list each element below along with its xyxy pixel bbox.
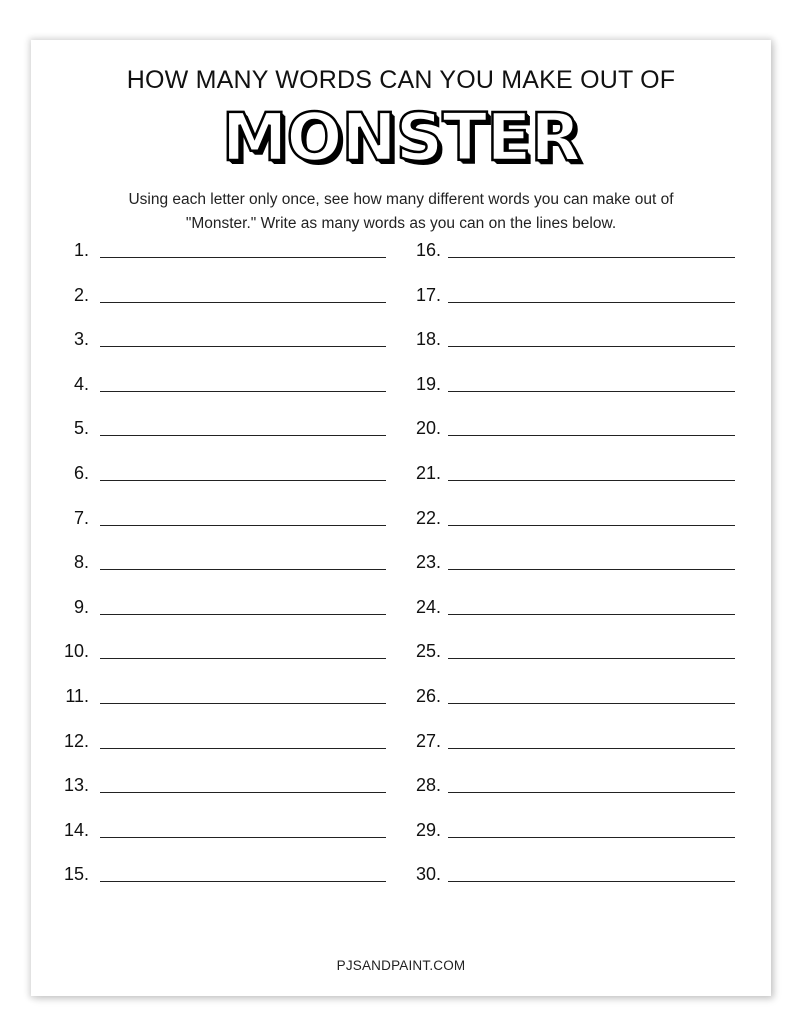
answer-lines-grid	[31, 40, 771, 996]
answer-number: 29.	[415, 819, 441, 840]
answer-number: 24.	[415, 596, 441, 617]
answer-row	[31, 273, 771, 303]
answer-number: 27.	[415, 730, 441, 751]
answer-line[interactable]	[448, 435, 735, 436]
answer-row	[31, 585, 771, 615]
answer-row	[31, 674, 771, 704]
worksheet-page	[31, 40, 771, 996]
answer-number: 5.	[73, 418, 89, 439]
answer-line[interactable]	[448, 257, 735, 258]
answer-line[interactable]	[448, 346, 735, 347]
answer-number: 21.	[415, 463, 441, 483]
answer-number: 3.	[73, 329, 89, 350]
answer-number: 26.	[415, 686, 441, 706]
answer-line[interactable]	[448, 614, 735, 615]
answer-line[interactable]	[448, 569, 735, 570]
answer-row	[31, 496, 771, 526]
answer-number: 28.	[415, 775, 441, 796]
answer-line[interactable]	[448, 748, 735, 749]
answer-number: 22.	[415, 507, 441, 528]
answer-number: 7.	[73, 507, 89, 528]
instructions-line-1: Using each letter only once, see how many different words you can make out of	[128, 191, 674, 208]
answer-number: 18.	[415, 329, 441, 350]
answer-row	[31, 763, 771, 796]
answer-row	[31, 852, 771, 885]
answer-row	[31, 406, 771, 439]
answer-row	[31, 540, 771, 573]
worksheet-heading: HOW MANY WORDS CAN YOU MAKE OUT OF	[126, 66, 676, 94]
answer-number: 11.	[65, 686, 89, 706]
answer-row	[31, 808, 771, 838]
answer-number: 25.	[415, 641, 441, 662]
answer-row	[31, 317, 771, 350]
answer-number: 4.	[73, 373, 89, 394]
answer-line[interactable]	[448, 881, 735, 882]
instructions-line-2: "Monster." Write as many words as you can on the lines below.	[185, 215, 617, 232]
answer-line[interactable]	[448, 792, 735, 793]
answer-number: 16.	[415, 240, 441, 260]
answer-number: 12.	[63, 730, 89, 751]
answer-row	[31, 629, 771, 662]
footer-website: PJSANDPAINT.COM	[336, 958, 466, 973]
answer-number: 15.	[63, 864, 89, 885]
answer-number: 17.	[415, 284, 441, 305]
answer-line[interactable]	[448, 302, 735, 303]
answer-line[interactable]	[448, 837, 735, 838]
target-word-title: MONSTER	[221, 99, 581, 176]
answer-number: 1.	[73, 240, 89, 260]
answer-number: 9.	[73, 596, 89, 617]
answer-row	[31, 719, 771, 749]
answer-row	[31, 228, 771, 258]
answer-row	[31, 451, 771, 481]
answer-line[interactable]	[448, 391, 735, 392]
answer-line[interactable]	[448, 525, 735, 526]
answer-number: 19.	[415, 373, 441, 394]
answer-line[interactable]	[448, 480, 735, 481]
answer-line[interactable]	[448, 703, 735, 704]
answer-number: 14.	[63, 819, 89, 840]
answer-line[interactable]	[448, 658, 735, 659]
answer-number: 23.	[415, 552, 441, 573]
answer-number: 8.	[73, 552, 89, 573]
answer-number: 10.	[63, 641, 89, 662]
answer-row	[31, 362, 771, 392]
answer-number: 30.	[415, 864, 441, 885]
answer-number: 2.	[73, 284, 89, 305]
answer-number: 13.	[63, 775, 89, 796]
answer-number: 20.	[415, 418, 441, 439]
answer-number: 6.	[73, 463, 89, 483]
